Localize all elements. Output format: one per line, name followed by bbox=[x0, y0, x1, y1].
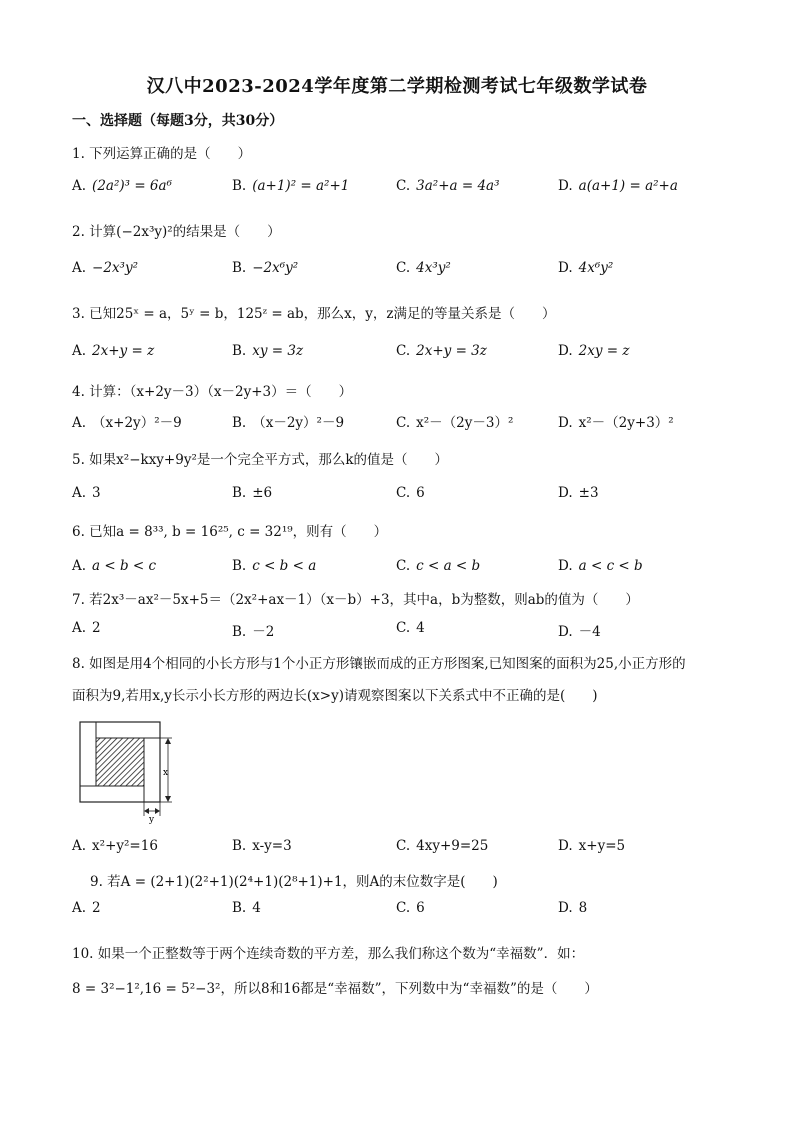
option-text: 3a²+a = 4a³ bbox=[416, 178, 500, 194]
question-3-stem: 3. 已知25ˣ = a，5ʸ = b，125ᶻ = ab，那么x，y，z满足的等量关系是（ ） bbox=[72, 306, 556, 322]
option-text: −2x⁶y² bbox=[252, 260, 299, 276]
q7-option-d[interactable] bbox=[558, 620, 601, 640]
option-label: D. bbox=[558, 485, 573, 501]
hatched-square bbox=[96, 738, 144, 786]
option-text: x²+y²=16 bbox=[92, 838, 158, 854]
q1-option-c[interactable] bbox=[396, 178, 500, 194]
q6-option-b[interactable] bbox=[232, 558, 316, 574]
option-label: A. bbox=[72, 415, 87, 431]
q6-option-d[interactable] bbox=[558, 558, 643, 574]
question-5-stem: 5. 如果x²−kxy+9y²是一个完全平方式，那么k的值是（ ） bbox=[72, 452, 449, 468]
option-label: A. bbox=[72, 178, 87, 194]
option-label: C. bbox=[396, 485, 411, 501]
question-8-stem-line2: 面积为9,若用x,y长示小长方形的两边长(x>y)请观察图案以下关系式中不正确的是( ) bbox=[72, 688, 598, 704]
q7-option-c[interactable] bbox=[396, 620, 425, 636]
option-label: B. bbox=[232, 343, 247, 359]
q4-option-c[interactable] bbox=[396, 411, 513, 431]
option-text: −2x³y² bbox=[92, 260, 139, 276]
q9-option-c[interactable] bbox=[396, 900, 425, 916]
option-label: C. bbox=[396, 260, 411, 276]
q3-option-d[interactable] bbox=[558, 343, 629, 359]
question-1-stem: 1. 下列运算正确的是（ ） bbox=[72, 146, 252, 162]
option-text: 6 bbox=[416, 485, 425, 501]
option-label: D. bbox=[558, 415, 573, 431]
question-8-stem: 8. 如图是用4个相同的小长方形与1个小正方形镶嵌而成的正方形图案,已知图案的面积为25,小正方形的 bbox=[72, 656, 686, 672]
option-label: A. bbox=[72, 485, 87, 501]
option-text: 2xy = z bbox=[578, 343, 630, 359]
option-label: B. bbox=[232, 900, 247, 916]
option-label: D. bbox=[558, 260, 573, 276]
option-label: D. bbox=[558, 343, 573, 359]
question-6-stem: 6. 已知a = 8³³, b = 16²⁵, c = 32¹⁹，则有（ ） bbox=[72, 524, 388, 540]
q2-option-d[interactable] bbox=[558, 260, 613, 276]
question-4-stem: 4. 计算：（x+2y－3）（x－2y+3）＝（ ） bbox=[72, 384, 353, 400]
option-label: C. bbox=[396, 620, 411, 636]
option-text: 2x+y = z bbox=[92, 343, 155, 359]
q7-option-a[interactable] bbox=[72, 620, 101, 636]
question-10-stem-line2: 8 = 3²−1²,16 = 5²−3²，所以8和16都是“幸福数”，下列数中为“幸福数”的是（ ） bbox=[72, 981, 598, 997]
option-text: a(a+1) = a²+a bbox=[578, 178, 678, 194]
q3-option-a[interactable] bbox=[72, 343, 154, 359]
question-2-stem: 2. 计算(−2x³y)²的结果是（ ） bbox=[72, 224, 281, 240]
option-text: c < b < a bbox=[252, 558, 317, 574]
question-10-stem: 10. 如果一个正整数等于两个连续奇数的平方差，那么我们称这个数为“幸福数”．如： bbox=[72, 946, 585, 962]
option-text: 3 bbox=[92, 485, 101, 501]
option-text: 8 bbox=[578, 900, 588, 916]
x-label: x bbox=[163, 768, 169, 778]
option-label: B. bbox=[232, 558, 247, 574]
option-text: 4x⁶y² bbox=[578, 260, 614, 276]
q8-option-b[interactable] bbox=[232, 838, 292, 854]
option-label: C. bbox=[396, 558, 411, 574]
q4-option-d[interactable] bbox=[558, 411, 674, 431]
option-label: A. bbox=[72, 838, 87, 854]
q2-option-b[interactable] bbox=[232, 260, 298, 276]
option-text: x²－（2y+3）² bbox=[578, 415, 674, 431]
q9-option-a[interactable] bbox=[72, 900, 101, 916]
option-label: B. bbox=[232, 260, 247, 276]
q9-option-d[interactable] bbox=[558, 900, 587, 916]
q3-option-c[interactable] bbox=[396, 343, 487, 359]
option-text: a < c < b bbox=[578, 558, 643, 574]
option-label: B. bbox=[232, 624, 247, 640]
page-title: 汉八中2023-2024学年度第二学期检测考试七年级数学试卷 bbox=[146, 76, 648, 97]
option-text: (a+1)² = a²+1 bbox=[252, 178, 350, 194]
option-label: D. bbox=[558, 178, 573, 194]
q1-option-a[interactable] bbox=[72, 178, 172, 194]
option-text: ±6 bbox=[252, 485, 273, 501]
option-text: 2x+y = 3z bbox=[416, 343, 487, 359]
option-text: (2a²)³ = 6a⁶ bbox=[92, 178, 172, 194]
q4-option-a[interactable] bbox=[72, 411, 182, 431]
option-label: D. bbox=[558, 900, 573, 916]
option-text: 4 bbox=[252, 900, 261, 916]
option-text: （x+2y）²－9 bbox=[92, 415, 182, 431]
q7-option-b[interactable] bbox=[232, 620, 274, 640]
option-text: 4x³y² bbox=[416, 260, 451, 276]
q5-option-a[interactable] bbox=[72, 485, 101, 501]
option-label: C. bbox=[396, 178, 411, 194]
option-label: A. bbox=[72, 260, 87, 276]
option-text: ±3 bbox=[578, 485, 599, 501]
option-text: 2 bbox=[92, 620, 101, 636]
option-label: C. bbox=[396, 838, 411, 854]
q8-option-d[interactable] bbox=[558, 838, 625, 854]
option-text: x²－（2y－3）² bbox=[416, 415, 514, 431]
option-text: x-y=3 bbox=[252, 838, 292, 854]
option-text: 6 bbox=[416, 900, 425, 916]
option-text: －4 bbox=[578, 624, 601, 640]
option-label: C. bbox=[396, 900, 411, 916]
option-label: B. bbox=[232, 415, 247, 431]
option-label: B. bbox=[232, 485, 247, 501]
option-label: D. bbox=[558, 838, 573, 854]
option-label: B. bbox=[232, 838, 247, 854]
option-label: A. bbox=[72, 900, 87, 916]
q8-option-c[interactable] bbox=[396, 838, 488, 854]
q9-option-b[interactable] bbox=[232, 900, 261, 916]
question-9-stem: 9. 若A = (2+1)(2²+1)(2⁴+1)(2⁸+1)+1，则A的末位数字是( ) bbox=[90, 874, 498, 890]
q2-option-a[interactable] bbox=[72, 260, 138, 276]
q4-option-b[interactable] bbox=[232, 411, 344, 431]
section-heading: 一、选择题（每题3分，共30分） bbox=[72, 113, 284, 129]
option-text: xy = 3z bbox=[252, 343, 304, 359]
option-text: －2 bbox=[252, 624, 275, 640]
q2-option-c[interactable] bbox=[396, 260, 451, 276]
q5-option-d[interactable] bbox=[558, 485, 599, 501]
option-label: A. bbox=[72, 558, 87, 574]
q3-option-b[interactable] bbox=[232, 343, 303, 359]
option-label: C. bbox=[396, 343, 411, 359]
option-label: A. bbox=[72, 343, 87, 359]
option-label: D. bbox=[558, 558, 573, 574]
option-text: 2 bbox=[92, 900, 101, 916]
option-label: C. bbox=[396, 415, 411, 431]
q5-option-c[interactable] bbox=[396, 485, 425, 501]
tiling-figure bbox=[78, 720, 188, 824]
option-text: x+y=5 bbox=[578, 838, 626, 854]
q6-option-c[interactable] bbox=[396, 558, 480, 574]
option-text: （x－2y）²－9 bbox=[252, 415, 345, 431]
option-label: B. bbox=[232, 178, 247, 194]
q5-option-b[interactable] bbox=[232, 485, 272, 501]
option-label: D. bbox=[558, 624, 573, 640]
option-text: a < b < c bbox=[92, 558, 157, 574]
q1-option-b[interactable] bbox=[232, 178, 349, 194]
option-text: c < a < b bbox=[416, 558, 481, 574]
y-label: y bbox=[149, 815, 155, 824]
q6-option-a[interactable] bbox=[72, 558, 156, 574]
option-text: 4xy+9=25 bbox=[416, 838, 489, 854]
q1-option-d[interactable] bbox=[558, 178, 678, 194]
option-label: A. bbox=[72, 620, 87, 636]
question-7-stem: 7. 若2x³－ax²－5x+5＝（2x²+ax－1）（x－b）+3，其中a，b为整数，则ab的值为（ ） bbox=[72, 592, 639, 608]
option-text: 4 bbox=[416, 620, 425, 636]
q8-option-a[interactable] bbox=[72, 838, 158, 854]
